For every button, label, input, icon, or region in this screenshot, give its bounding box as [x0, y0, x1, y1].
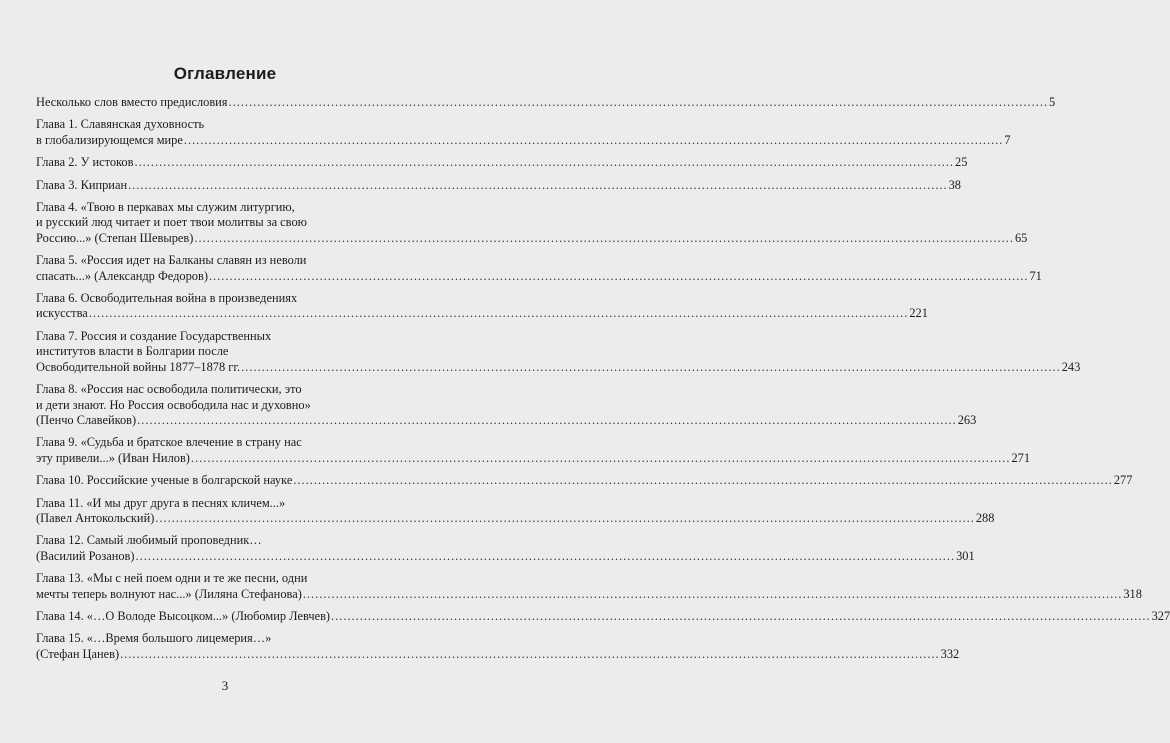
toc-entry-last-line [36, 450, 1031, 466]
toc-entry-page: 65 [1014, 230, 1028, 245]
toc-entry-page: 25 [955, 155, 968, 170]
toc-entry-line: Глава 1. Славянская духовность [36, 117, 205, 132]
toc-entry-line: Глава 13. «Мы с ней поем одни и те же песни, одни [36, 571, 308, 586]
dot-leader: ........................................................................................................................................................................................................ [88, 306, 909, 321]
dot-leader: ........................................................................................................................................................................................................ [241, 359, 1061, 374]
toc-entry-last-line [36, 646, 960, 662]
table-of-contents [36, 95, 1170, 669]
dot-leader: ........................................................................................................................................................................................................ [155, 510, 975, 525]
toc-entry-last-line [36, 608, 1170, 624]
dot-leader: ........................................................................................................................................................................................................ [137, 412, 957, 427]
toc-entry-line: и русский люд читает и поет твои молитвы за свою [36, 215, 307, 230]
dot-leader: ........................................................................................................................................................................................................ [135, 548, 956, 563]
toc-entry-page: 277 [1113, 473, 1133, 488]
toc-entry-page: 301 [956, 548, 975, 563]
toc-entry-last-line [36, 412, 977, 428]
toc-entry-line: мечты теперь волнуют нас...» (Лиляна Стефанова) [36, 586, 302, 601]
toc-entry-page: 71 [1029, 268, 1042, 283]
toc-entry-line: эту привели...» (Иван Нилов) [36, 450, 190, 465]
toc-entry [36, 473, 1133, 488]
toc-entry-last-line [36, 473, 1133, 488]
dot-leader: ........................................................................................................................................................................................................ [331, 608, 1151, 623]
toc-entry-last-line [36, 95, 1056, 110]
toc-entry-line: Глава 11. «И мы друг друга в песнях кличем...» [36, 495, 286, 510]
toc-entry-page: 7 [1004, 132, 1011, 147]
toc-entry-line: и дети знают. Но Россия освободила нас и духовно» [36, 397, 311, 412]
toc-entry-line: Глава 10. Российские ученые в болгарской науке [36, 473, 293, 488]
dot-leader: ........................................................................................................................................................................................................ [134, 155, 955, 170]
toc-entry-page: 318 [1123, 586, 1142, 601]
toc-entry [36, 253, 1042, 284]
toc-entry-line: Глава 14. «…О Володе Высоцком...» (Любомир Левчев) [36, 608, 331, 623]
toc-entry-line: Глава 3. Киприан [36, 177, 128, 192]
toc-entry-line: Несколько слов вместо предисловия [36, 95, 228, 109]
toc-entry [36, 533, 975, 564]
toc-entry [36, 382, 977, 428]
toc-entry-line: (Стефан Цанев) [36, 646, 120, 661]
toc-entry [36, 631, 960, 662]
toc-entry-line: Глава 5. «Россия идет на Балканы славян из неволи [36, 253, 307, 268]
toc-entry-line: Глава 9. «Судьба и братское влечение в страну нас [36, 435, 302, 450]
toc-entry-page: 288 [975, 510, 995, 525]
toc-entry-last-line [36, 306, 928, 321]
toc-entry-page: 327 [1151, 608, 1170, 623]
toc-entry-last-line [36, 132, 1011, 148]
dot-leader: ........................................................................................................................................................................................................ [194, 230, 1014, 245]
toc-entry-line: (Павел Антокольский) [36, 510, 155, 525]
toc-entry-last-line [36, 586, 1142, 602]
toc-entry-last-line [36, 548, 975, 564]
dot-leader: ........................................................................................................................................................................................................ [302, 586, 1123, 601]
toc-entry [36, 571, 1142, 602]
dot-leader: ........................................................................................................................................................................................................ [120, 646, 940, 661]
toc-entry-line: институтов власти в Болгарии после [36, 344, 229, 359]
dot-leader: ........................................................................................................................................................................................................ [128, 177, 948, 192]
toc-entry-line: Глава 7. Россия и создание Государственных [36, 328, 272, 343]
toc-entry-line: в глобализирующемся мире [36, 132, 183, 147]
toc-entry-line: искусства [36, 306, 88, 321]
toc-entry-page: 243 [1061, 359, 1081, 374]
toc-entry-line: Освободительной войны 1877–1878 гг. [36, 359, 241, 374]
toc-entry-last-line [36, 359, 1081, 375]
toc-entry [36, 95, 1056, 110]
toc-entry [36, 200, 1028, 246]
toc-entry-page: 332 [940, 646, 960, 661]
toc-entry-line: Глава 6. Освободительная война в произведениях [36, 291, 298, 306]
toc-entry-last-line [36, 155, 968, 170]
toc-entry [36, 435, 1031, 466]
toc-entry-line: Россию...» (Степан Шевырев) [36, 230, 194, 245]
toc-entry-last-line [36, 510, 995, 526]
toc-entry-last-line [36, 177, 961, 193]
toc-entry-line: Глава 2. У истоков [36, 155, 134, 170]
dot-leader: ........................................................................................................................................................................................................ [190, 450, 1011, 465]
toc-entry-line: спасать...» (Александр Федоров) [36, 268, 208, 283]
toc-entry-line: Глава 15. «…Время большого лицемерия…» [36, 631, 272, 646]
page-number: 3 [221, 678, 229, 693]
toc-entry-line: (Пенчо Славейков) [36, 412, 137, 427]
dot-leader: ........................................................................................................................................................................................................ [228, 95, 1049, 109]
toc-entry-page: 271 [1011, 450, 1031, 465]
toc-entry-line: Глава 4. «Твою в перкавах мы служим литургию, [36, 200, 295, 215]
toc-entry-page: 263 [957, 412, 977, 427]
toc-entry [36, 495, 995, 527]
toc-entry-page: 5 [1049, 95, 1056, 109]
toc-entry [36, 117, 1011, 148]
toc-entry-last-line [36, 268, 1042, 284]
toc-entry [36, 177, 961, 193]
toc-entry-last-line [36, 230, 1028, 246]
toc-entry-page: 38 [948, 177, 961, 192]
toc-entry [36, 155, 968, 170]
toc-entry [36, 608, 1170, 624]
dot-leader: ........................................................................................................................................................................................................ [293, 473, 1113, 488]
toc-entry [36, 328, 1081, 375]
toc-entry-page: 221 [909, 306, 928, 321]
dot-leader: ........................................................................................................................................................................................................ [208, 268, 1029, 283]
page-title: Оглавление [173, 64, 277, 83]
toc-entry-line: Глава 8. «Россия нас освободила политически, это [36, 382, 302, 397]
dot-leader: ........................................................................................................................................................................................................ [183, 132, 1004, 147]
toc-entry-line: (Василий Розанов) [36, 548, 135, 563]
toc-entry [36, 291, 928, 322]
toc-entry-line: Глава 12. Самый любимый проповедник… [36, 533, 262, 548]
